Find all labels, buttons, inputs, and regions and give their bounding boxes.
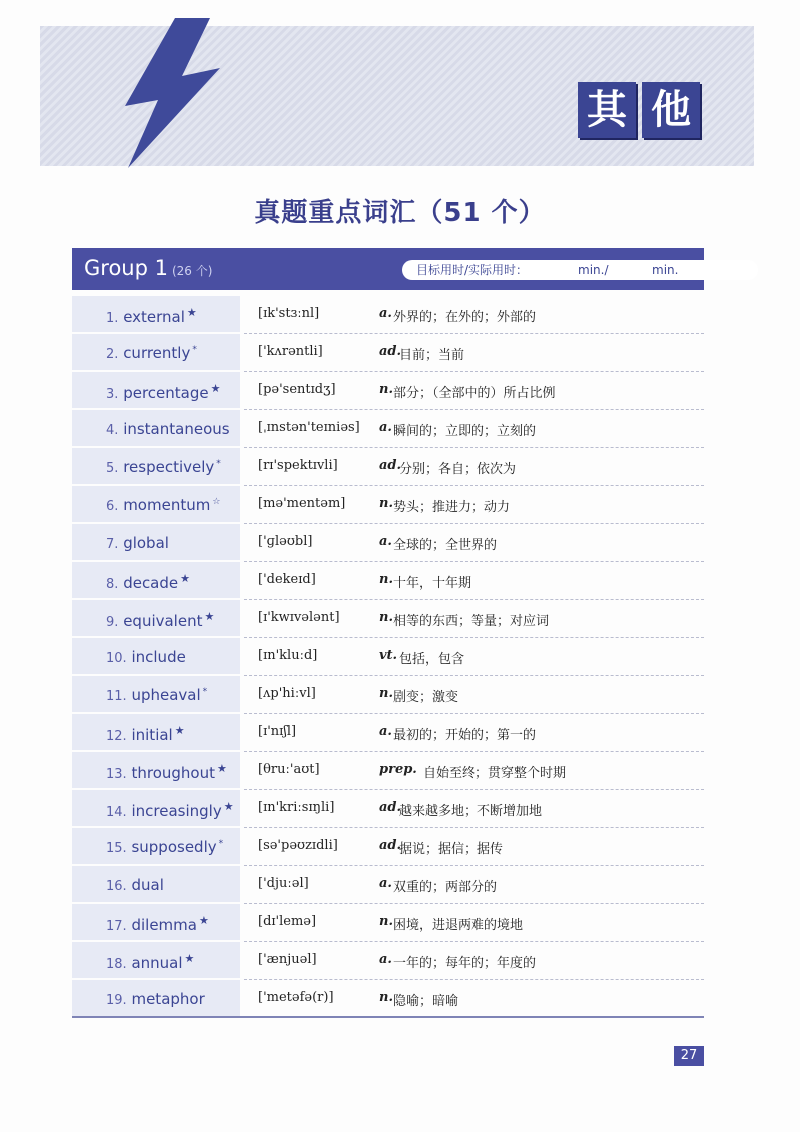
word-cell bbox=[72, 980, 240, 1016]
word-cell bbox=[72, 334, 240, 370]
vocab-row bbox=[72, 942, 704, 980]
part-of-speech: prep. bbox=[379, 762, 417, 777]
part-of-speech: a. bbox=[379, 724, 392, 739]
vocab-row bbox=[72, 372, 704, 410]
star-icon: ★ bbox=[223, 800, 234, 813]
part-of-speech: n. bbox=[379, 382, 393, 397]
word-number: 9. bbox=[106, 615, 119, 630]
headword bbox=[106, 876, 164, 894]
word-cell bbox=[72, 790, 240, 826]
word-cell bbox=[72, 562, 240, 598]
word-cell bbox=[72, 600, 240, 636]
phonetic: [dɪ'lemə] bbox=[258, 914, 317, 929]
frequency-mark-icon: ☆ bbox=[212, 497, 221, 507]
vocab-row bbox=[72, 828, 704, 866]
headword bbox=[106, 724, 185, 744]
headword bbox=[106, 572, 190, 592]
page-title: 真题重点词汇（51 个） bbox=[254, 198, 546, 228]
word-cell bbox=[72, 866, 240, 902]
word-number: 15. bbox=[106, 841, 127, 856]
phonetic: [ˌɪnstən'teɪniəs] bbox=[258, 420, 360, 435]
star-icon: ★ bbox=[186, 306, 197, 319]
headword bbox=[106, 990, 205, 1008]
word-text: respectively bbox=[123, 458, 215, 476]
word-cell bbox=[72, 410, 240, 446]
group-title bbox=[84, 256, 212, 280]
definition: 包括，包含 bbox=[399, 652, 465, 667]
word-number: 1. bbox=[106, 311, 119, 326]
word-cell bbox=[72, 524, 240, 560]
time-tracker bbox=[402, 260, 758, 280]
part-of-speech: n. bbox=[379, 610, 393, 625]
star-icon: ★ bbox=[216, 762, 227, 775]
part-of-speech: ad. bbox=[379, 344, 402, 359]
vocab-row bbox=[72, 448, 704, 486]
definition: 困境，进退两难的境地 bbox=[393, 918, 524, 933]
definition: 部分；（全部中的）所占比例 bbox=[393, 386, 556, 401]
part-of-speech: n. bbox=[379, 496, 393, 511]
definition: 全球的；全世界的 bbox=[393, 538, 498, 553]
word-number: 3. bbox=[106, 387, 119, 402]
vocab-row bbox=[72, 714, 704, 752]
definition: 剧变；激变 bbox=[393, 690, 459, 705]
word-cell bbox=[72, 942, 240, 978]
part-of-speech: n. bbox=[379, 686, 393, 701]
word-text: annual bbox=[131, 954, 183, 972]
phonetic: [ɪ'kwɪvələnt] bbox=[258, 610, 340, 625]
star-icon: ★ bbox=[204, 610, 215, 623]
part-of-speech: ad. bbox=[379, 838, 402, 853]
headword bbox=[106, 952, 194, 972]
definition: 一年的；每年的；年度的 bbox=[393, 956, 537, 971]
definition: 据说；据信；据传 bbox=[399, 842, 504, 857]
word-text: decade bbox=[123, 574, 179, 592]
headword bbox=[106, 648, 186, 666]
word-number: 16. bbox=[106, 879, 127, 894]
frequency-mark-icon: * bbox=[192, 345, 197, 355]
vocab-row bbox=[72, 752, 704, 790]
word-text: upheaval bbox=[131, 686, 201, 704]
part-of-speech: vt. bbox=[379, 648, 398, 663]
definition: 隐喻；暗喻 bbox=[393, 994, 459, 1009]
star-icon: ★ bbox=[174, 724, 185, 737]
phonetic: ['metəfə(r)] bbox=[258, 990, 334, 1005]
star-icon: ★ bbox=[180, 572, 191, 585]
word-text: initial bbox=[131, 726, 173, 744]
headword bbox=[106, 382, 220, 402]
vocab-row bbox=[72, 866, 704, 904]
vocab-row bbox=[72, 904, 704, 942]
vocab-row bbox=[72, 524, 704, 562]
phonetic: ['ænjuəl] bbox=[258, 952, 317, 967]
phonetic: [ɪn'kluːd] bbox=[258, 648, 318, 663]
lightning-bolt-icon bbox=[120, 18, 220, 168]
headword bbox=[106, 344, 197, 362]
headword bbox=[106, 762, 227, 782]
word-cell bbox=[72, 752, 240, 788]
word-cell bbox=[72, 448, 240, 484]
phonetic: [θruː'aʊt] bbox=[258, 762, 320, 777]
list-bottom-rule bbox=[72, 1016, 704, 1018]
word-number: 12. bbox=[106, 729, 127, 744]
definition: 目前；当前 bbox=[399, 348, 465, 363]
definition: 最初的；开始的；第一的 bbox=[393, 728, 537, 743]
headword bbox=[106, 534, 169, 552]
word-cell bbox=[72, 828, 240, 864]
vocab-row bbox=[72, 486, 704, 524]
headword bbox=[106, 420, 230, 438]
word-number: 8. bbox=[106, 577, 119, 592]
word-cell bbox=[72, 372, 240, 408]
section-title-char-2: 他 bbox=[642, 82, 700, 138]
definition: 相等的东西；等量；对应词 bbox=[393, 614, 550, 629]
vocab-row bbox=[72, 410, 704, 448]
word-text: global bbox=[123, 534, 169, 552]
star-icon: ★ bbox=[210, 382, 221, 395]
vocabulary-list bbox=[72, 296, 704, 1018]
phonetic: [pə'sentɪdʒ] bbox=[258, 382, 336, 397]
frequency-mark-icon: * bbox=[218, 839, 224, 849]
phonetic: [ɪn'kriːsɪŋli] bbox=[258, 800, 335, 815]
word-number: 7. bbox=[106, 537, 119, 552]
word-number: 6. bbox=[106, 499, 119, 514]
time-label: 目标用时/实际用时： bbox=[416, 263, 529, 277]
phonetic: [mə'mentəm] bbox=[258, 496, 346, 511]
word-cell bbox=[72, 904, 240, 940]
word-cell bbox=[72, 676, 240, 712]
word-text: momentum bbox=[123, 496, 211, 514]
phonetic: [ɪk'stɜːnl] bbox=[258, 306, 320, 321]
word-text: supposedly bbox=[131, 838, 217, 856]
word-text: throughout bbox=[131, 764, 215, 782]
word-text: currently bbox=[123, 344, 191, 362]
phonetic: ['ɡləʊbl] bbox=[258, 534, 313, 549]
vocab-row bbox=[72, 334, 704, 372]
word-number: 4. bbox=[106, 423, 119, 438]
word-number: 10. bbox=[106, 651, 127, 666]
headword bbox=[106, 914, 209, 934]
vocab-row bbox=[72, 638, 704, 676]
frequency-mark-icon: * bbox=[216, 459, 221, 469]
phonetic: [rɪ'spektɪvli] bbox=[258, 458, 338, 473]
headword bbox=[106, 458, 221, 476]
part-of-speech: ad. bbox=[379, 800, 402, 815]
word-cell bbox=[72, 486, 240, 522]
phonetic: [ʌp'hiːvl] bbox=[258, 686, 316, 701]
phonetic: [ɪ'nɪʃl] bbox=[258, 724, 297, 739]
word-cell bbox=[72, 714, 240, 750]
phonetic: ['djuːəl] bbox=[258, 876, 309, 891]
definition: 瞬间的；立即的；立刻的 bbox=[393, 424, 537, 439]
part-of-speech: n. bbox=[379, 990, 393, 1005]
definition: 分别；各自；依次为 bbox=[399, 462, 517, 477]
word-text: percentage bbox=[123, 384, 209, 402]
word-text: increasingly bbox=[131, 802, 222, 820]
word-number: 14. bbox=[106, 805, 127, 820]
part-of-speech: a. bbox=[379, 306, 392, 321]
part-of-speech: a. bbox=[379, 876, 392, 891]
word-text: instantaneous bbox=[123, 420, 230, 438]
headword bbox=[106, 610, 214, 630]
part-of-speech: a. bbox=[379, 420, 392, 435]
definition: 十年，十年期 bbox=[393, 576, 472, 591]
word-text: dual bbox=[131, 876, 164, 894]
definition: 越来越多地；不断增加地 bbox=[399, 804, 543, 819]
section-title-char-1: 其 bbox=[578, 82, 636, 138]
word-cell bbox=[72, 638, 240, 674]
definition: 势头；推进力；动力 bbox=[393, 500, 511, 515]
definition: 外界的；在外的；外部的 bbox=[393, 310, 537, 325]
part-of-speech: ad. bbox=[379, 458, 402, 473]
vocab-row bbox=[72, 980, 704, 1018]
word-number: 18. bbox=[106, 957, 127, 972]
group-count: (26 个) bbox=[171, 264, 213, 278]
actual-time-unit: min. bbox=[652, 263, 679, 277]
word-number: 13. bbox=[106, 767, 127, 782]
word-text: metaphor bbox=[131, 990, 205, 1008]
part-of-speech: a. bbox=[379, 952, 392, 967]
part-of-speech: n. bbox=[379, 914, 393, 929]
part-of-speech: a. bbox=[379, 534, 392, 549]
word-text: external bbox=[123, 308, 185, 326]
star-icon: ★ bbox=[198, 914, 209, 927]
word-cell bbox=[72, 296, 240, 332]
headword bbox=[106, 306, 197, 326]
definition: 自始至终；贯穿整个时期 bbox=[423, 766, 567, 781]
headword bbox=[106, 686, 207, 704]
word-number: 17. bbox=[106, 919, 127, 934]
target-time-unit: min./ bbox=[578, 263, 609, 277]
vocab-row bbox=[72, 600, 704, 638]
group-header bbox=[72, 248, 704, 290]
part-of-speech: n. bbox=[379, 572, 393, 587]
headword bbox=[106, 838, 223, 856]
group-title-text: Group 1 bbox=[84, 256, 168, 280]
frequency-mark-icon: * bbox=[202, 687, 208, 697]
star-icon: ★ bbox=[184, 952, 195, 965]
phonetic: [sə'pəʊzɪdli] bbox=[258, 838, 338, 853]
word-number: 11. bbox=[106, 689, 127, 704]
phonetic: ['dekeɪd] bbox=[258, 572, 316, 587]
vocab-row bbox=[72, 562, 704, 600]
phonetic: ['kʌrəntli] bbox=[258, 344, 323, 359]
vocab-row bbox=[72, 676, 704, 714]
word-text: include bbox=[131, 648, 186, 666]
vocab-row bbox=[72, 790, 704, 828]
headword bbox=[106, 496, 220, 514]
word-number: 19. bbox=[106, 993, 127, 1008]
definition: 双重的；两部分的 bbox=[393, 880, 498, 895]
vocab-row bbox=[72, 296, 704, 334]
headword bbox=[106, 800, 234, 820]
page-number: 27 bbox=[674, 1046, 704, 1066]
word-number: 2. bbox=[106, 347, 119, 362]
word-number: 5. bbox=[106, 461, 119, 476]
word-text: dilemma bbox=[131, 916, 197, 934]
word-text: equivalent bbox=[123, 612, 203, 630]
